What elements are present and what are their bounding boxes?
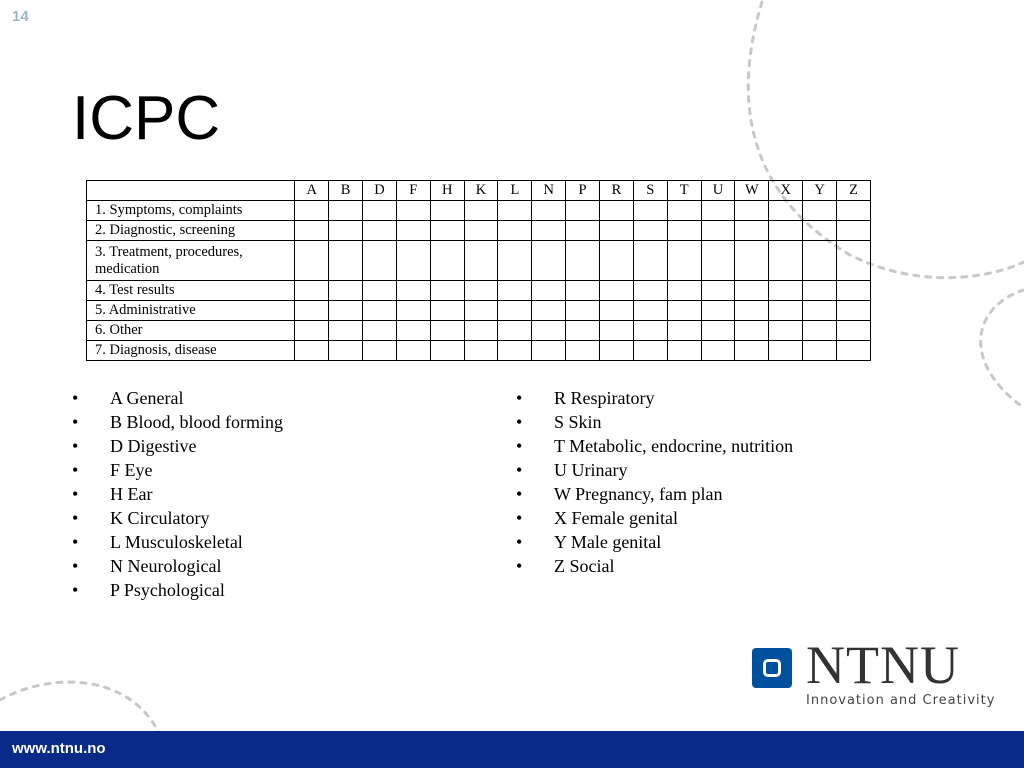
table-row (87, 201, 871, 221)
table-cell (701, 201, 735, 221)
table-cell (701, 241, 735, 281)
table-cell (803, 321, 837, 341)
table-cell (329, 281, 363, 301)
table-cell (430, 341, 464, 361)
row-label: 2. Diagnostic, screening (87, 221, 295, 241)
table-cell (396, 241, 430, 281)
table-cell (600, 301, 634, 321)
row-label: 1. Symptoms, complaints (87, 201, 295, 221)
table-corner-cell (87, 181, 295, 201)
column-header: U (701, 181, 735, 201)
table-cell (329, 301, 363, 321)
table-cell (396, 341, 430, 361)
table-cell (837, 321, 871, 341)
table-cell (295, 301, 329, 321)
table-cell (667, 221, 701, 241)
list-item: • S Skin (516, 410, 793, 434)
table-cell (430, 241, 464, 281)
column-header: F (396, 181, 430, 201)
table-cell (600, 241, 634, 281)
table-cell (498, 201, 532, 221)
table-cell (498, 301, 532, 321)
table-cell (803, 301, 837, 321)
table-cell (329, 321, 363, 341)
list-item: • A General (72, 386, 283, 410)
table-cell (769, 201, 803, 221)
table-cell (396, 201, 430, 221)
list-item: • K Circulatory (72, 506, 283, 530)
table-row (87, 301, 871, 321)
table-cell (769, 341, 803, 361)
table-cell (498, 241, 532, 281)
logo-name: NTNU (806, 635, 960, 695)
slide-title: ICPC (72, 84, 221, 153)
row-label: 3. Treatment, procedures, medication (87, 241, 295, 281)
table-cell (600, 321, 634, 341)
list-item: • T Metabolic, endocrine, nutrition (516, 434, 793, 458)
list-item: • D Digestive (72, 434, 283, 458)
column-header: R (600, 181, 634, 201)
table-cell (464, 341, 498, 361)
column-header: T (667, 181, 701, 201)
table-cell (396, 321, 430, 341)
footer-bar (0, 731, 1024, 768)
table-cell (464, 221, 498, 241)
table-cell (633, 321, 667, 341)
table-cell (837, 281, 871, 301)
table-cell (735, 241, 769, 281)
column-header: W (735, 181, 769, 201)
chapter-list-right (516, 386, 793, 578)
table-row (87, 341, 871, 361)
table-cell (363, 301, 397, 321)
table-cell (633, 221, 667, 241)
column-header: D (363, 181, 397, 201)
table-cell (295, 241, 329, 281)
table-cell (532, 241, 566, 281)
table-cell (633, 241, 667, 281)
table-cell (329, 201, 363, 221)
table-cell (430, 221, 464, 241)
list-item: • Z Social (516, 554, 793, 578)
row-label: 5. Administrative (87, 301, 295, 321)
table-cell (566, 221, 600, 241)
ntnu-logo-icon-inner (763, 659, 781, 677)
table-cell (735, 321, 769, 341)
table-row (87, 241, 871, 281)
table-cell (701, 301, 735, 321)
column-header: Z (837, 181, 871, 201)
list-item: • N Neurological (72, 554, 283, 578)
table-cell (329, 341, 363, 361)
table-cell (667, 321, 701, 341)
table-cell (396, 281, 430, 301)
table-row (87, 281, 871, 301)
table-row (87, 321, 871, 341)
table-cell (295, 281, 329, 301)
table-cell (600, 221, 634, 241)
icpc-grid (86, 180, 871, 363)
table-cell (633, 201, 667, 221)
table-cell (363, 201, 397, 221)
table-cell (837, 201, 871, 221)
footer-url[interactable]: www.ntnu.no (12, 740, 106, 757)
column-header: X (769, 181, 803, 201)
table-cell (532, 221, 566, 241)
table-cell (532, 301, 566, 321)
table-cell (430, 281, 464, 301)
table-cell (803, 201, 837, 221)
table-cell (498, 221, 532, 241)
table-cell (295, 321, 329, 341)
table-cell (363, 341, 397, 361)
table-cell (566, 321, 600, 341)
icpc-table (86, 180, 871, 361)
table-cell (498, 321, 532, 341)
table-cell (329, 221, 363, 241)
column-header: P (566, 181, 600, 201)
table-cell (363, 281, 397, 301)
table-cell (363, 241, 397, 281)
column-header: H (430, 181, 464, 201)
table-cell (735, 301, 769, 321)
table-cell (735, 281, 769, 301)
table-cell (498, 341, 532, 361)
table-cell (803, 221, 837, 241)
table-cell (667, 201, 701, 221)
table-row (87, 221, 871, 241)
table-cell (363, 321, 397, 341)
table-cell (837, 241, 871, 281)
list-item: • B Blood, blood forming (72, 410, 283, 434)
table-cell (396, 301, 430, 321)
list-item: • R Respiratory (516, 386, 793, 410)
table-cell (430, 201, 464, 221)
table-cell (566, 201, 600, 221)
column-header: Y (803, 181, 837, 201)
row-label: 6. Other (87, 321, 295, 341)
table-cell (701, 341, 735, 361)
row-label: 4. Test results (87, 281, 295, 301)
table-cell (532, 281, 566, 301)
table-cell (363, 221, 397, 241)
table-cell (769, 301, 803, 321)
table-cell (566, 341, 600, 361)
chapter-list-left (72, 386, 283, 602)
list-item: • L Musculoskeletal (72, 530, 283, 554)
column-header: S (633, 181, 667, 201)
table-cell (532, 321, 566, 341)
table-cell (295, 341, 329, 361)
list-item: • X Female genital (516, 506, 793, 530)
table-cell (566, 301, 600, 321)
table-cell (396, 221, 430, 241)
table-cell (735, 201, 769, 221)
table-cell (430, 301, 464, 321)
table-cell (329, 241, 363, 281)
table-cell (837, 221, 871, 241)
table-cell (464, 321, 498, 341)
table-cell (735, 341, 769, 361)
column-header: A (295, 181, 329, 201)
column-header: B (329, 181, 363, 201)
ntnu-logo (752, 635, 1002, 718)
table-header-row (87, 181, 871, 201)
list-item: • H Ear (72, 482, 283, 506)
table-cell (837, 301, 871, 321)
table-cell (633, 341, 667, 361)
table-cell (295, 201, 329, 221)
logo-tagline: Innovation and Creativity (806, 693, 996, 708)
table-cell (735, 221, 769, 241)
table-cell (667, 281, 701, 301)
table-cell (566, 281, 600, 301)
table-cell (667, 301, 701, 321)
table-cell (532, 341, 566, 361)
table-cell (600, 281, 634, 301)
table-cell (769, 241, 803, 281)
table-cell (633, 301, 667, 321)
table-cell (532, 201, 566, 221)
table-cell (803, 241, 837, 281)
ntnu-logo-icon (752, 648, 792, 688)
column-header: K (464, 181, 498, 201)
list-item: • W Pregnancy, fam plan (516, 482, 793, 506)
table-cell (464, 281, 498, 301)
table-cell (464, 201, 498, 221)
list-item: • Y Male genital (516, 530, 793, 554)
table-cell (837, 341, 871, 361)
table-cell (769, 221, 803, 241)
column-header: L (498, 181, 532, 201)
table-cell (803, 341, 837, 361)
list-item: • F Eye (72, 458, 283, 482)
table-cell (803, 281, 837, 301)
table-cell (769, 281, 803, 301)
list-item: • P Psychological (72, 578, 283, 602)
row-label: 7. Diagnosis, disease (87, 341, 295, 361)
table-cell (600, 201, 634, 221)
table-cell (667, 241, 701, 281)
table-cell (600, 341, 634, 361)
table-cell (667, 341, 701, 361)
table-cell (295, 221, 329, 241)
list-item: • U Urinary (516, 458, 793, 482)
table-cell (701, 321, 735, 341)
table-cell (464, 301, 498, 321)
table-cell (498, 281, 532, 301)
table-cell (633, 281, 667, 301)
table-cell (430, 321, 464, 341)
table-cell (701, 281, 735, 301)
table-cell (769, 321, 803, 341)
table-cell (701, 221, 735, 241)
column-header: N (532, 181, 566, 201)
table-cell (566, 241, 600, 281)
page-number: 14 (12, 8, 29, 25)
table-cell (464, 241, 498, 281)
